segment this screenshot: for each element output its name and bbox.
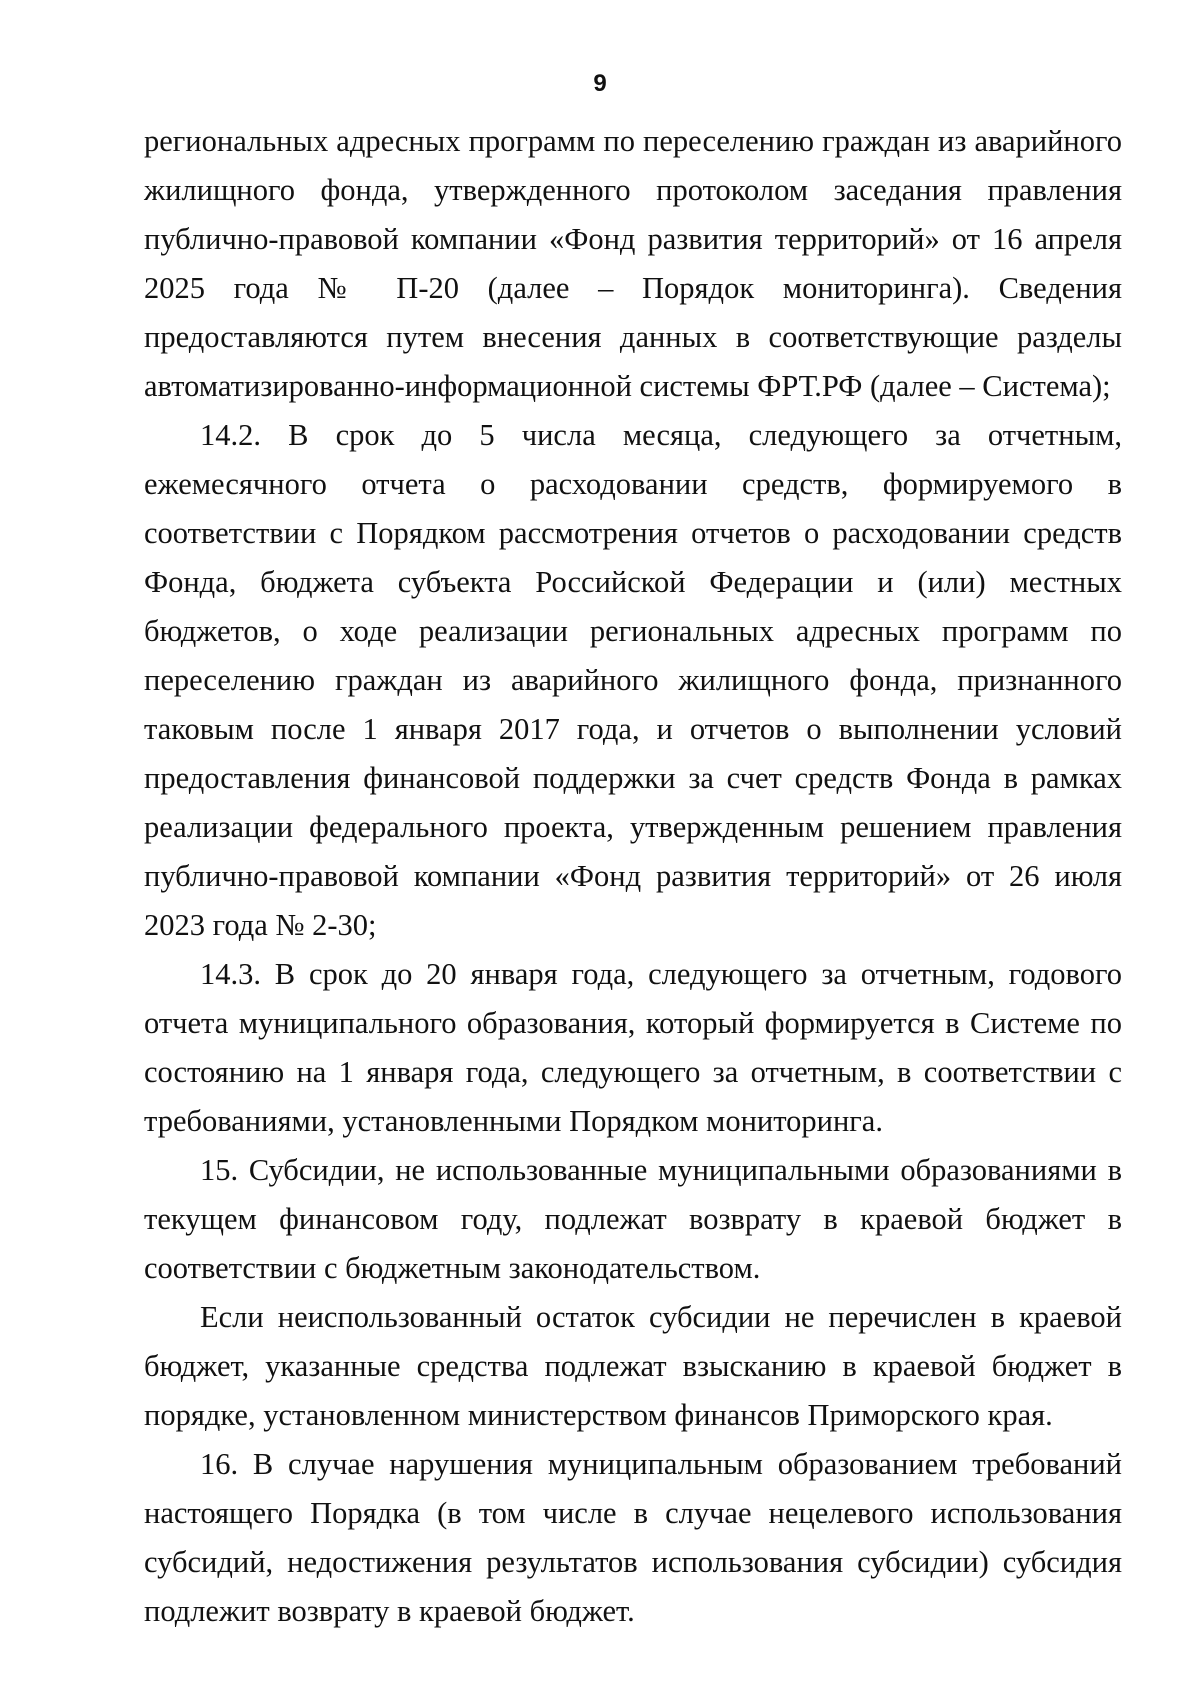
- paragraph-16: 16. В случае нарушения муниципальным образованием требований настоящего Порядка (в том числе в случае нецелевого использования субсидий, недостижения результатов использования субсидии) субсидия подлежит возврату в краевой бюджет.: [144, 1447, 1122, 1628]
- paragraph-15-remainder: Если неиспользованный остаток субсидии не перечислен в краевой бюджет, указанные средства подлежат взысканию в краевой бюджет в порядке, установленном министерством финансов Приморского края.: [144, 1300, 1122, 1432]
- paragraph-15: 15. Субсидии, не использованные муниципальными образованиями в текущем финансовом году, подлежат возврату в краевой бюджет в соответствии с бюджетным законодательством.: [144, 1153, 1122, 1285]
- paragraph-14-3: 14.3. В срок до 20 января года, следующего за отчетным, годового отчета муниципального образования, который формируется в Системе по состоянию на 1 января года, следующего за отчетным, в соответствии с требованиями, установленными Порядком мониторинга.: [144, 957, 1122, 1138]
- paragraph-14-2: 14.2. В срок до 5 числа месяца, следующего за отчетным, ежемесячного отчета о расходовании средств, формируемого в соответствии с Порядком рассмотрения отчетов о расходовании средств Фонда, бюджета субъекта Российской Федерации и (или) местных бюджетов, о ходе реализации региональных адресных программ по переселению граждан из аварийного жилищного фонда, признанного таковым после 1 января 2017 года, и отчетов о выполнении условий предоставления финансовой поддержки за счет средств Фонда в рамках реализации федерального проекта, утвержденным решением правления публично-правовой компании «Фонд развития территорий» от 26 июля 2023 года № 2-30;: [144, 418, 1122, 942]
- document-body: [144, 117, 1122, 1636]
- page-number: 9: [593, 70, 607, 97]
- paragraph-continuation: региональных адресных программ по переселению граждан из аварийного жилищного фонда, утвержденного протоколом заседания правления публично-правовой компании «Фонд развития территорий» от 16 апреля 2025 года № П-20 (далее – Порядок мониторинга). Сведения предоставляются путем внесения данных в соответствующие разделы автоматизированно-информационной системы ФРТ.РФ (далее – Система);: [144, 124, 1122, 403]
